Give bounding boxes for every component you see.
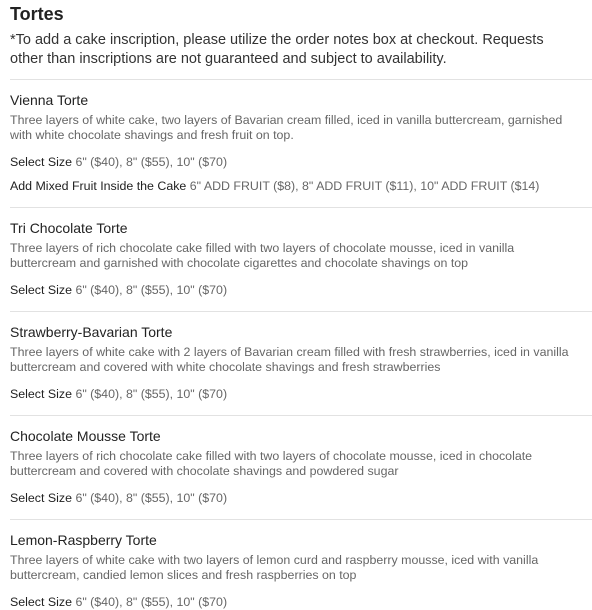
menu-item[interactable] bbox=[10, 519, 592, 610]
option-label: Select Size bbox=[10, 283, 72, 297]
item-name[interactable]: Chocolate Mousse Torte bbox=[10, 428, 161, 444]
inscription-note: *To add a cake inscription, please utilize the order notes box at checkout. Requests other than inscriptions are not guaranteed and subject to availability. bbox=[10, 32, 544, 67]
item-description: Three layers of rich chocolate cake filled with two layers of chocolate mousse, iced in chocolate buttercream and covered with chocolate shavings and powdered sugar bbox=[10, 449, 533, 478]
section-title: Tortes bbox=[10, 4, 64, 24]
fruit-option bbox=[10, 179, 582, 194]
item-description: Three layers of rich chocolate cake filled with two layers of chocolate mousse, iced in vanilla buttercream and garnished with chocolate cigarettes and chocolate shavings on top bbox=[10, 241, 515, 270]
item-name[interactable]: Tri Chocolate Torte bbox=[10, 220, 128, 236]
item-name[interactable]: Lemon-Raspberry Torte bbox=[10, 532, 157, 548]
item-description: Three layers of white cake, two layers of Bavarian cream filled, iced in vanilla buttercream, garnished with white chocolate shavings and fresh fruit on top. bbox=[10, 113, 563, 142]
option-label: Select Size bbox=[10, 595, 72, 609]
item-description: Three layers of white cake with two layers of lemon curd and raspberry mousse, iced with vanilla buttercream, candied lemon slices and fresh raspberries on top bbox=[10, 553, 539, 582]
size-option bbox=[10, 155, 582, 170]
menu-item[interactable] bbox=[10, 79, 592, 207]
size-option bbox=[10, 595, 582, 610]
option-values: 6" ADD FRUIT ($8), 8" ADD FRUIT ($11), 10" ADD FRUIT ($14) bbox=[189, 179, 540, 193]
option-label: Add Mixed Fruit Inside the Cake bbox=[10, 179, 187, 193]
option-values: 6" ($40), 8" ($55), 10" ($70) bbox=[75, 595, 228, 609]
menu-item[interactable] bbox=[10, 207, 592, 311]
option-values: 6" ($40), 8" ($55), 10" ($70) bbox=[75, 491, 228, 505]
option-label: Select Size bbox=[10, 491, 72, 505]
option-values: 6" ($40), 8" ($55), 10" ($70) bbox=[75, 283, 228, 297]
option-label: Select Size bbox=[10, 155, 72, 169]
size-option bbox=[10, 283, 582, 298]
option-values: 6" ($40), 8" ($55), 10" ($70) bbox=[75, 155, 228, 169]
size-option bbox=[10, 491, 582, 506]
menu-item[interactable] bbox=[10, 311, 592, 415]
item-description: Three layers of white cake with 2 layers of Bavarian cream filled with fresh strawberries, iced in vanilla buttercream and covered with white chocolate shavings and fresh strawberries bbox=[10, 345, 569, 374]
size-option bbox=[10, 387, 582, 402]
item-name[interactable]: Vienna Torte bbox=[10, 92, 89, 108]
option-label: Select Size bbox=[10, 387, 72, 401]
menu-item[interactable] bbox=[10, 415, 592, 519]
item-name[interactable]: Strawberry-Bavarian Torte bbox=[10, 324, 173, 340]
option-values: 6" ($40), 8" ($55), 10" ($70) bbox=[75, 387, 228, 401]
